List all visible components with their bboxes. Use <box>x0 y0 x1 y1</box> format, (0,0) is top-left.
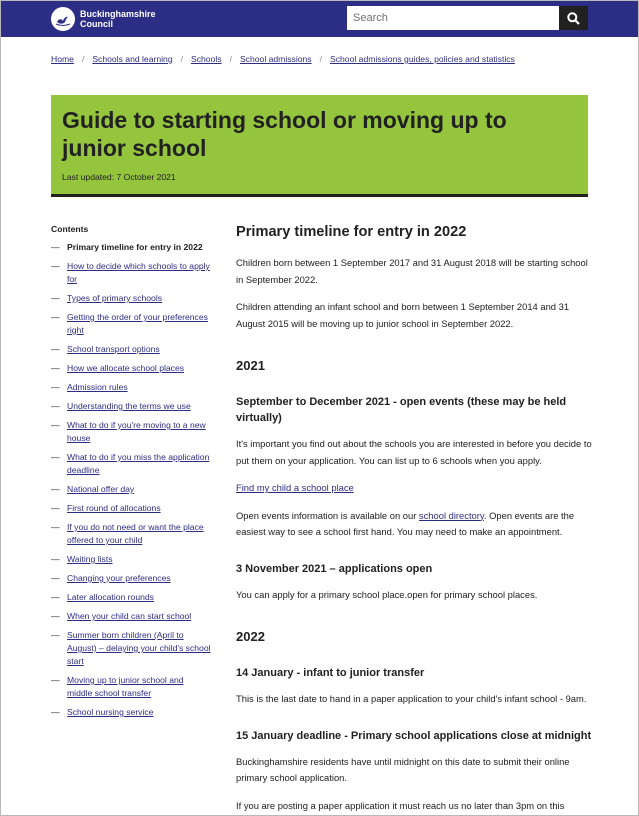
year-heading-2021: 2021 <box>236 358 265 373</box>
contents-link[interactable]: Understanding the terms we use <box>67 401 191 411</box>
contents-link[interactable]: When your child can start school <box>67 611 192 621</box>
open-events-info: Open events information is available on our school directory. Open events are the easiest way to see a school first hand. You may need to make an appointment. <box>236 509 575 537</box>
contents-link[interactable]: National offer day <box>67 484 135 494</box>
contents-item: — Moving up to junior school and middle school transfer <box>51 674 211 700</box>
breadcrumb-separator: / <box>319 54 322 64</box>
contents-item: — Changing your preferences <box>51 573 171 583</box>
contents-item: — Types of primary schools <box>51 293 163 303</box>
contents-item: — Getting the order of your preferences right <box>51 311 211 337</box>
contents-link[interactable]: School transport options <box>67 344 160 354</box>
open-events-text: It's important you find out about the schools you are interested in before you decide to put them on your application. You can list up to 6 schools when you apply. <box>236 438 592 466</box>
contents-item: — National offer day <box>51 484 135 494</box>
contents-item: — If you do not need or want the place offered to your child <box>51 521 211 547</box>
intro-paragraph: Children born between 1 September 2017 and 31 August 2018 will be starting school in September 2022. <box>236 257 588 285</box>
breadcrumb-home[interactable]: Home <box>51 54 74 64</box>
contents-link[interactable]: Summer born children (April to August) – delaying your child's school start <box>67 630 211 666</box>
find-school-place-link[interactable]: Find my child a school place <box>236 482 354 493</box>
paper-application-text: If you are posting a paper application it must reach us no later than 3pm on this <box>236 799 565 811</box>
search-button[interactable] <box>559 6 588 30</box>
contents-item: — When your child can start school <box>51 611 192 621</box>
contents-link[interactable]: School nursing service <box>67 707 154 717</box>
breadcrumb-separator: / <box>81 54 85 64</box>
search-icon <box>567 12 580 25</box>
contents-link[interactable]: How we allocate school places <box>67 363 185 373</box>
contents-heading: Contents <box>51 224 89 234</box>
swan-logo-icon <box>51 7 75 31</box>
section-heading: Primary timeline for entry in 2022 <box>236 224 467 240</box>
contents-item: — Admission rules <box>51 382 128 392</box>
search-input[interactable] <box>347 6 559 30</box>
last-updated: Last updated: 7 October 2021 <box>62 172 176 182</box>
breadcrumb-schools[interactable]: Schools <box>190 54 222 64</box>
contents-link[interactable]: Getting the order of your preferences right <box>67 312 208 335</box>
breadcrumb <box>51 54 515 64</box>
breadcrumb-separator: / <box>229 54 232 64</box>
contents-item: — School transport options <box>51 344 160 354</box>
intro-paragraph: Children attending an infant school and born between 1 September 2014 and 31 August 2015 will be moving up to junior school in September 2022. <box>236 301 570 329</box>
applications-open-text: You can apply for a primary school place.open for primary school places. <box>236 588 538 600</box>
find-place-paragraph <box>236 480 592 497</box>
contents-item: — Primary timeline for entry in 2022 <box>51 242 203 252</box>
contents-item: — What to do if you're moving to a new house <box>51 419 211 445</box>
contents-link[interactable]: Later allocation rounds <box>67 592 154 602</box>
applications-open-heading: 3 November 2021 – applications open <box>236 562 433 575</box>
contents-item-current: Primary timeline for entry in 2022 <box>67 242 203 252</box>
contents-link[interactable]: Admission rules <box>67 382 128 392</box>
contents-item: — First round of allocations <box>51 503 161 513</box>
breadcrumb-separator: / <box>180 54 183 64</box>
infant-junior-transfer-heading: 14 January - infant to junior transfer <box>236 667 425 679</box>
contents-item: — How to decide which schools to apply for <box>51 261 210 284</box>
page-title: Guide to starting school or moving up to junior school <box>62 107 507 161</box>
contents-link[interactable]: Moving up to junior school and middle school transfer <box>67 675 184 698</box>
year-heading-2022: 2022 <box>236 629 265 644</box>
contents-link[interactable]: First round of allocations <box>67 503 161 513</box>
council-logo[interactable] <box>51 6 156 32</box>
breadcrumb-school-admissions[interactable]: School admissions <box>239 54 312 64</box>
contents-link[interactable]: Types of primary schools <box>67 293 163 303</box>
contents-link[interactable]: What to do if you miss the application deadline <box>67 452 210 475</box>
contents-item: — Summer born children (April to August) – delaying your child's school start <box>51 630 211 666</box>
main-content <box>236 223 592 816</box>
contents-item: — Waiting lists <box>51 554 113 564</box>
contents-item: — How we allocate school places <box>51 363 185 373</box>
breadcrumb-admissions-guides[interactable]: School admissions guides, policies and statistics <box>330 54 515 64</box>
logo-text <box>80 9 156 29</box>
infant-junior-transfer-text: This is the last date to hand in a paper application to your child's infant school - 9am. <box>236 693 587 704</box>
contents-link[interactable]: How to decide which schools to apply for <box>67 261 210 284</box>
page-hero <box>51 95 588 197</box>
school-directory-link[interactable]: school directory <box>418 509 484 521</box>
logo-line2: Council <box>80 19 113 29</box>
contents-item: — Understanding the terms we use <box>51 401 191 411</box>
site-header <box>1 1 638 37</box>
contents-link[interactable]: Changing your preferences <box>67 573 171 583</box>
contents-item: — School nursing service <box>51 707 154 717</box>
contents-link[interactable]: What to do if you're moving to a new house <box>67 420 206 443</box>
open-events-heading: September to December 2021 - open events (these may be held virtually) <box>236 396 567 424</box>
contents-item: — What to do if you miss the application deadline <box>51 452 210 475</box>
logo-line1: Buckinghamshire <box>80 9 156 19</box>
contents-item: — Later allocation rounds <box>51 592 154 602</box>
breadcrumb-schools-and-learning[interactable]: Schools and learning <box>92 54 173 64</box>
applications-close-heading: 15 January deadline - Primary school applications close at midnight <box>236 729 592 742</box>
contents-link[interactable]: Waiting lists <box>67 554 113 564</box>
applications-close-text: Buckinghamshire residents have until midnight on this date to submit their online primary school application. <box>236 755 570 783</box>
contents-list <box>51 241 211 725</box>
contents-link[interactable]: If you do not need or want the place offered to your child <box>67 522 204 545</box>
